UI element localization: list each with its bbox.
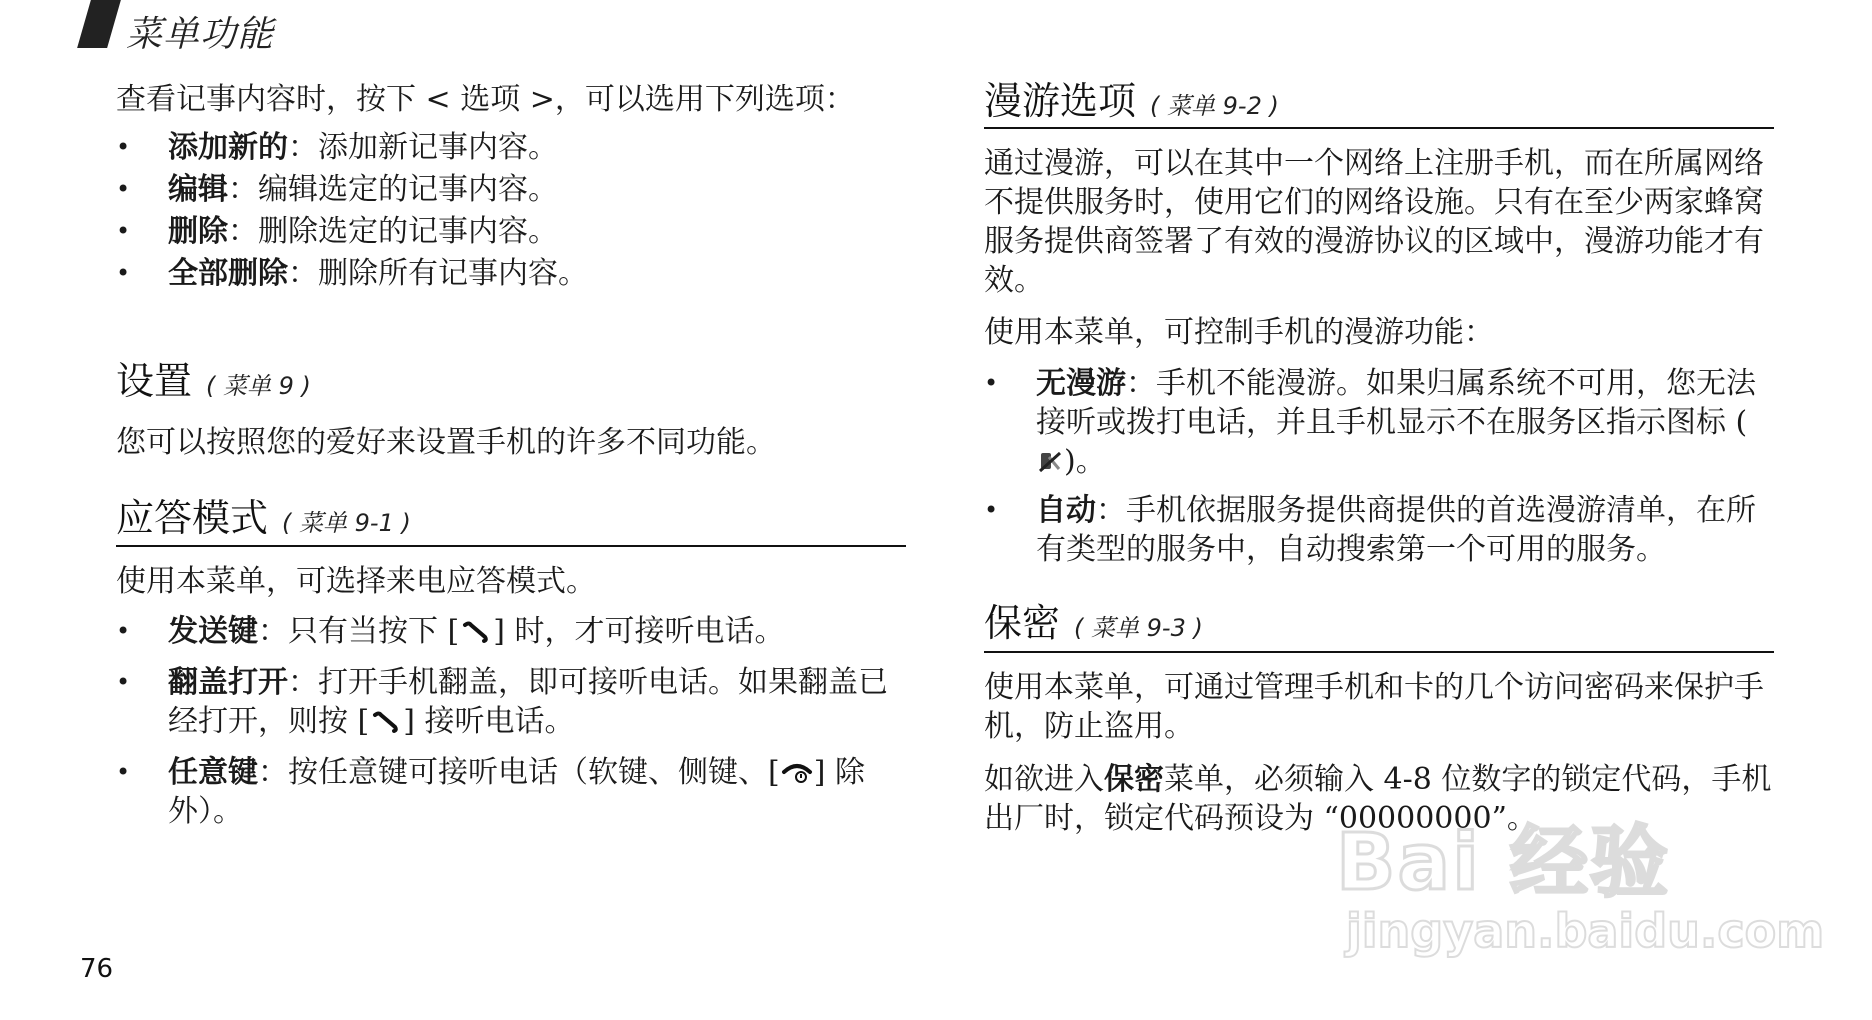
section-divider [116,545,906,547]
option-text: ] 时，才可接听电话。 [493,614,785,649]
list-item [116,212,906,251]
settings-heading [116,358,311,409]
roaming-heading [984,78,1279,129]
send-key-icon [369,706,403,732]
bullet-dot: • [984,496,999,524]
bullet-dot: • [116,217,131,245]
no-service-icon [1036,446,1064,472]
watermark-url-text: jingyan.baidu.com [1346,904,1825,958]
option-text: ：按任意键可接听电话（软键、侧键、[ [258,755,780,790]
option-term: 编辑 [168,172,228,207]
option-text: ] 接听电话。 [403,704,575,739]
security-term: 保密 [1104,762,1164,797]
menu-reference: ( 菜单 9-1 ) [282,509,411,537]
option-term: 任意键 [168,755,258,790]
list-item [116,254,906,293]
send-key-icon [459,616,493,642]
option-text: ：打开手机翻盖，即可接听电话。如果翻盖已经打开，则按 [ [168,665,888,739]
answer-mode-heading [116,495,411,546]
list-item [116,612,906,651]
bullet-dot: • [116,668,131,696]
bullet-dot: • [116,133,131,161]
section-divider [984,127,1774,129]
security-heading [984,600,1203,651]
option-text: ：编辑选定的记事内容。 [228,172,558,207]
bullet-dot: • [984,369,999,397]
option-text: ：删除选定的记事内容。 [228,214,558,249]
answer-mode-list [116,612,906,831]
menu-reference: ( 菜单 9-3 ) [1074,614,1203,642]
option-term: 删除 [168,214,228,249]
watermark-main-text: Bai 经验 [1336,818,1670,908]
list-item [116,128,906,167]
bullet-dot: • [116,175,131,203]
section-title: 漫游选项 [984,79,1137,123]
section-title: 保密 [984,601,1061,645]
list-item [984,491,1774,569]
section-title: 设置 [116,359,193,403]
option-text: )。 [1064,444,1106,479]
menu-reference: ( 菜单 9-2 ) [1150,92,1279,120]
answer-mode-description: 使用本菜单，可选择来电应答模式。 [116,564,596,599]
option-text: ：手机依据服务提供商提供的首选漫游清单，在所有类型的服务中，自动搜索第一个可用的服务。 [1036,493,1756,567]
list-item [116,753,906,831]
roaming-usage: 使用本菜单，可控制手机的漫游功能： [984,315,1494,350]
notes-intro: 查看记事内容时，按下 < 选项 >，可以选用下列选项： [116,82,855,117]
option-term: 无漫游 [1036,366,1126,401]
roaming-description: 通过漫游，可以在其中一个网络上注册手机，而在所属网络不提供服务时，使用它们的网络设施。只有在至少两家蜂窝服务提供商签署了有效的漫游协议的区域中，漫游功能才有效。 [984,146,1764,298]
notes-options-list [116,128,906,293]
note-text: 如欲进入 [984,762,1104,797]
page-number: 76 [80,954,114,984]
note-text: 菜单，必须输入 4-8 位数字的锁定代码，手机出厂时，锁定代码预设为 “00000000”。 [984,762,1772,836]
option-text: ：删除所有记事内容。 [288,256,588,291]
roaming-options-list [984,364,1774,569]
security-description: 使用本菜单，可通过管理手机和卡的几个访问密码来保护手机，防止盗用。 [984,670,1764,744]
list-item [984,364,1774,481]
settings-description: 您可以按照您的爱好来设置手机的许多不同功能。 [116,425,776,460]
list-item [116,663,906,741]
section-title: 应答模式 [116,496,269,540]
option-text: ：只有当按下 [ [258,614,460,649]
list-item [116,170,906,209]
option-text: ：添加新记事内容。 [288,130,558,165]
option-text: ：手机不能漫游。如果归属系统不可用，您无法接听或拨打电话，并且手机显示不在服务区指示图标 ( [1036,366,1756,440]
option-term: 翻盖打开 [168,665,288,700]
option-term: 全部删除 [168,256,288,291]
header-tab-mark [77,0,121,48]
option-text: ] 除外）。 [168,755,865,829]
bullet-dot: • [116,758,131,786]
option-term: 发送键 [168,614,258,649]
bullet-dot: • [116,259,131,287]
baidu-watermark [1336,800,1825,990]
section-divider [984,651,1774,653]
menu-reference: ( 菜单 9 ) [206,372,311,400]
header-title: 菜单功能 [126,14,275,55]
option-term: 添加新的 [168,130,288,165]
bullet-dot: • [116,617,131,645]
option-term: 自动 [1036,493,1096,528]
end-key-icon [780,757,814,783]
